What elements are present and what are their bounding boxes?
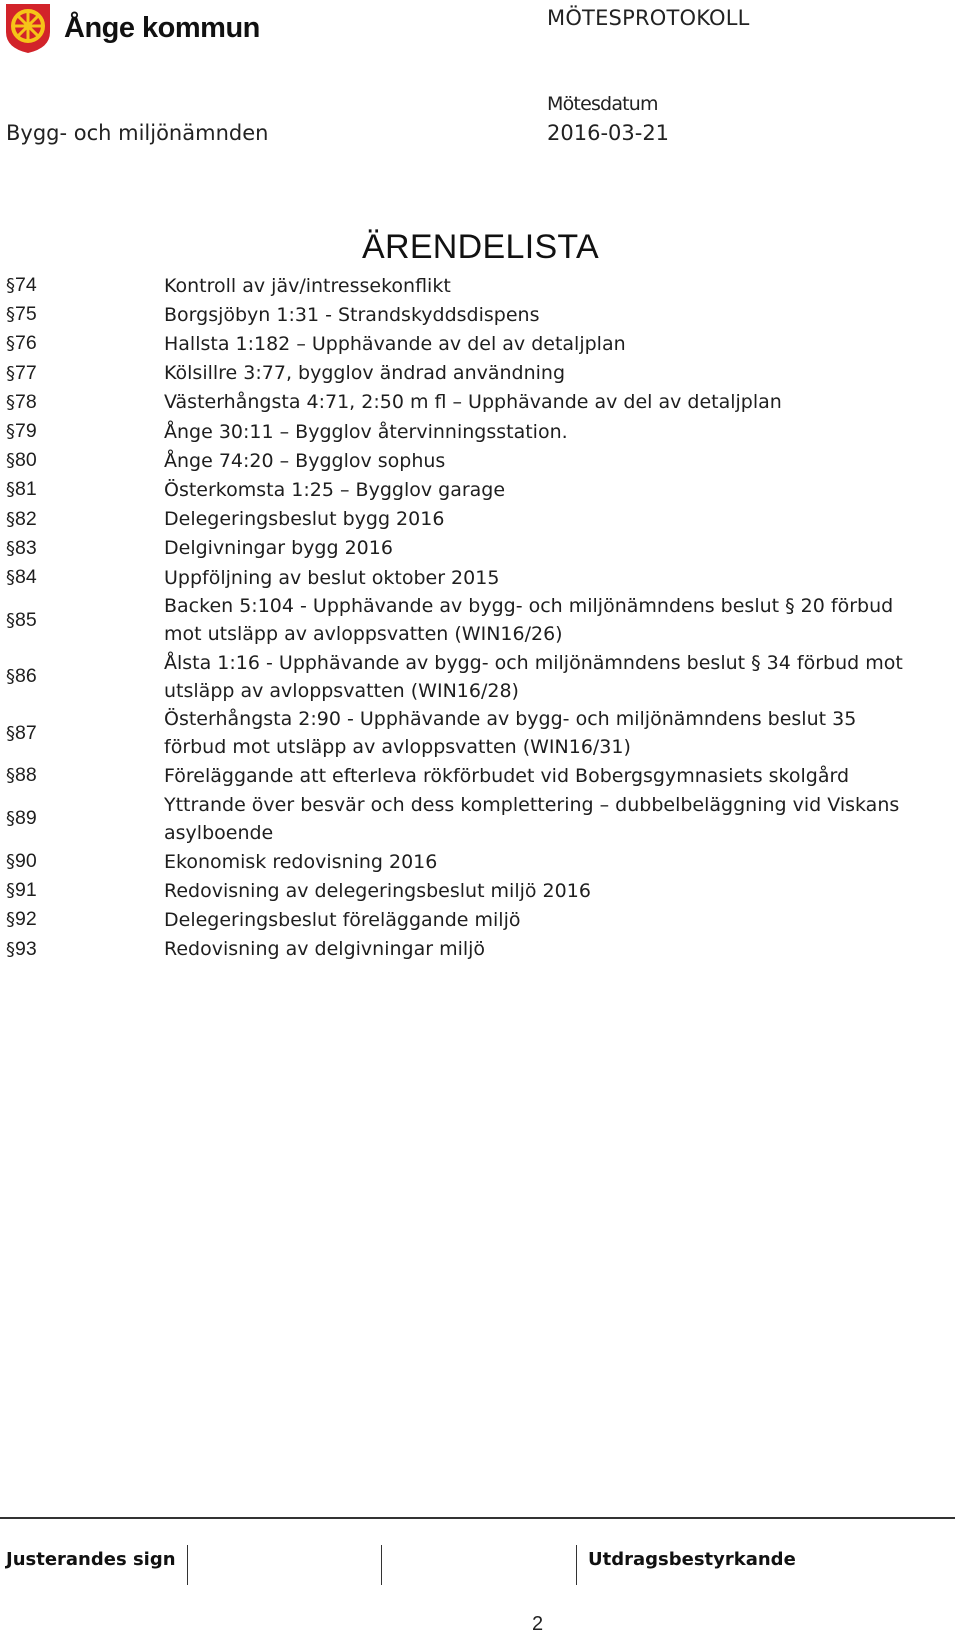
paragraph-number-value: 74: [15, 274, 37, 296]
paragraph-number-value: 78: [15, 390, 37, 413]
agenda-subject: Österhångsta 2:90 - Upphävande av bygg- och miljönämndens beslut 35 förbud mot utsläpp av avloppsvatten (WIN16/31): [164, 708, 857, 759]
paragraph-number: [6, 359, 164, 388]
logo-wordmark: Ånge kommun: [64, 11, 260, 44]
agenda-item: [6, 935, 936, 964]
agenda-subject: Delegeringsbeslut bygg 2016: [164, 508, 445, 531]
agenda-item: [6, 649, 936, 705]
paragraph-number: [6, 847, 164, 876]
footer-divider: [0, 1517, 955, 1519]
paragraph-number: [6, 300, 164, 329]
document-type: MÖTESPROTOKOLL: [547, 6, 750, 30]
agenda-subject: Ekonomisk redovisning 2016: [164, 850, 438, 873]
agenda-list: [6, 271, 936, 964]
board-name: Bygg- och miljönämnden: [6, 121, 269, 145]
agenda-item: [6, 847, 936, 876]
agenda-item: [6, 705, 936, 761]
date-label: Mötesdatum: [547, 93, 658, 115]
paragraph-number-value: 85: [15, 608, 37, 631]
paragraph-number: [6, 662, 164, 691]
certification-box-divider: [576, 1545, 577, 1585]
municipality-logo: [4, 2, 260, 54]
agenda-subject: Delegeringsbeslut föreläggande miljö: [164, 908, 521, 931]
paragraph-number-value: 91: [15, 879, 37, 902]
paragraph-number: [6, 505, 164, 534]
section-sign: §: [6, 275, 15, 296]
agenda-item: [6, 417, 936, 446]
paragraph-number-value: 88: [15, 764, 37, 787]
paragraph-number-value: 92: [15, 908, 37, 931]
paragraph-number: [6, 271, 164, 300]
section-sign: §: [6, 909, 15, 931]
agenda-subject: Redovisning av delegeringsbeslut miljö 2016: [164, 879, 591, 902]
agenda-subject: Kölsillre 3:77, bygglov ändrad användning: [164, 362, 566, 385]
agenda-subject: Uppföljning av beslut oktober 2015: [164, 566, 500, 589]
agenda-subject: Ålsta 1:16 - Upphävande av bygg- och miljönämndens beslut § 34 förbud mot utsläpp av avloppsvatten (WIN16/28): [164, 651, 903, 702]
page-number: 2: [532, 1613, 544, 1635]
paragraph-number: [6, 563, 164, 592]
section-sign: §: [6, 609, 15, 631]
section-sign: §: [6, 450, 15, 472]
section-sign: §: [6, 938, 15, 960]
agenda-item: [6, 534, 936, 563]
paragraph-number: [6, 876, 164, 905]
paragraph-number-value: 77: [15, 361, 37, 384]
paragraph-number: [6, 606, 164, 635]
paragraph-number-value: 84: [15, 566, 37, 589]
paragraph-number: [6, 446, 164, 475]
section-sign: §: [6, 537, 15, 559]
agenda-item: [6, 446, 936, 475]
section-sign: §: [6, 333, 15, 355]
agenda-subject: Ånge 74:20 – Bygglov sophus: [164, 449, 446, 472]
agenda-item: [6, 876, 936, 905]
agenda-item: [6, 300, 936, 329]
paragraph-number-value: 93: [15, 937, 37, 960]
agenda-item: [6, 761, 936, 790]
agenda-item: [6, 271, 936, 300]
agenda-subject: Redovisning av delgivningar miljö: [164, 938, 486, 961]
paragraph-number: [6, 329, 164, 358]
paragraph-number: [6, 417, 164, 446]
paragraph-number: [6, 475, 164, 504]
agenda-item: [6, 388, 936, 417]
paragraph-number-value: 80: [15, 449, 37, 472]
signature-box-divider: [187, 1545, 188, 1585]
paragraph-number: [6, 905, 164, 934]
paragraph-number-value: 89: [15, 807, 37, 830]
signature-box-divider: [381, 1545, 382, 1585]
section-sign: §: [6, 851, 15, 873]
paragraph-number-value: 82: [15, 507, 37, 530]
section-sign: §: [6, 479, 15, 501]
paragraph-number-value: 86: [15, 665, 37, 688]
paragraph-number: [6, 388, 164, 417]
paragraph-number: [6, 534, 164, 563]
section-sign: §: [6, 362, 15, 384]
agenda-subject: Backen 5:104 - Upphävande av bygg- och miljönämndens beslut § 20 förbud mot utsläpp av avloppsvatten (WIN16/26): [164, 595, 894, 646]
meeting-date: 2016-03-21: [547, 121, 670, 145]
paragraph-number-value: 90: [15, 850, 37, 873]
agenda-item: [6, 592, 936, 648]
agenda-subject: Delgivningar bygg 2016: [164, 537, 393, 560]
section-sign: §: [6, 508, 15, 530]
paragraph-number-value: 79: [15, 420, 37, 443]
agenda-item: [6, 475, 936, 504]
paragraph-number-value: 75: [15, 303, 37, 326]
section-sign: §: [6, 765, 15, 787]
paragraph-number-value: 83: [15, 536, 37, 559]
paragraph-number: [6, 761, 164, 790]
paragraph-number-value: 81: [15, 478, 37, 501]
section-sign: §: [6, 722, 15, 744]
section-sign: §: [6, 304, 15, 326]
paragraph-number: [6, 804, 164, 833]
agenda-item: [6, 359, 936, 388]
section-sign: §: [6, 391, 15, 413]
section-sign: §: [6, 421, 15, 443]
coat-of-arms-icon: [4, 2, 52, 54]
signature-label: Justerandes sign: [6, 1549, 176, 1570]
agenda-subject: Borgsjöbyn 1:31 - Strandskyddsdispens: [164, 303, 540, 326]
agenda-item: [6, 905, 936, 934]
agenda-subject: Ånge 30:11 – Bygglov återvinningsstation.: [164, 420, 568, 443]
agenda-subject: Yttrande över besvär och dess komplettering – dubbelbeläggning vid Viskans asylboende: [164, 793, 900, 844]
section-sign: §: [6, 567, 15, 589]
section-sign: §: [6, 666, 15, 688]
paragraph-number-value: 87: [15, 721, 37, 744]
paragraph-number: [6, 719, 164, 748]
agenda-subject: Västerhångsta 4:71, 2:50 m fl – Upphävande av del av detaljplan: [164, 391, 782, 414]
agenda-item: [6, 563, 936, 592]
section-sign: §: [6, 880, 15, 902]
paragraph-number: [6, 935, 164, 964]
agenda-item: [6, 329, 936, 358]
certification-label: Utdragsbestyrkande: [588, 1549, 796, 1570]
agenda-subject: Kontroll av jäv/intressekonflikt: [164, 274, 451, 297]
agenda-item: [6, 791, 936, 847]
paragraph-number-value: 76: [15, 332, 37, 355]
agenda-item: [6, 505, 936, 534]
agenda-subject: Österkomsta 1:25 – Bygglov garage: [164, 478, 506, 501]
agenda-subject: Föreläggande att efterleva rökförbudet vid Bobergsgymnasiets skolgård: [164, 764, 850, 787]
agenda-subject: Hallsta 1:182 – Upphävande av del av detaljplan: [164, 332, 626, 355]
page-title: ÄRENDELISTA: [362, 228, 599, 266]
section-sign: §: [6, 808, 15, 830]
